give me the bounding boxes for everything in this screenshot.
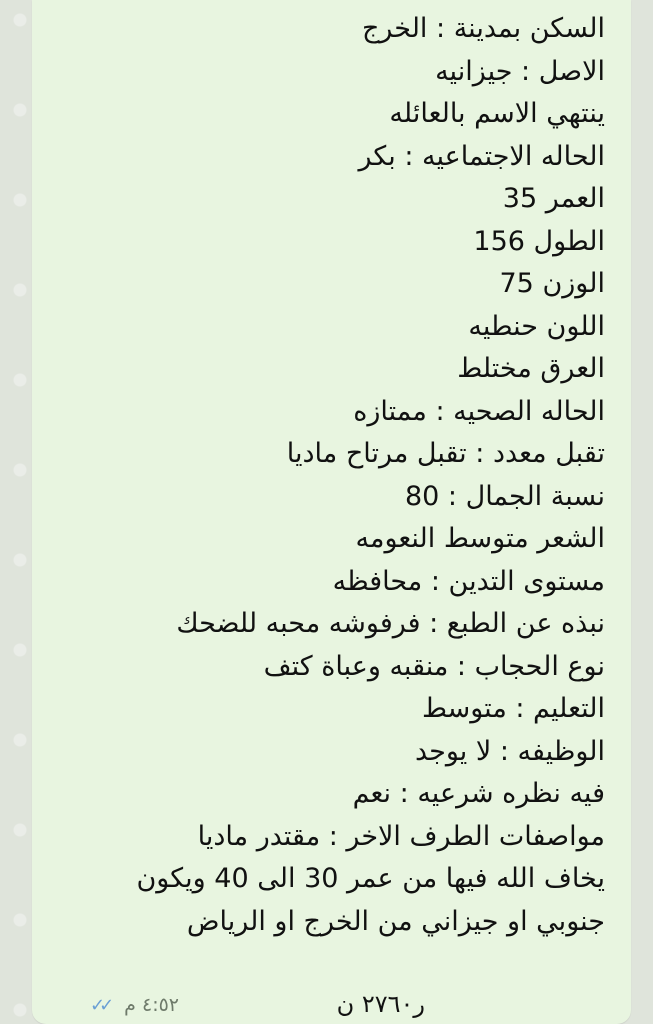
message-meta (90, 994, 179, 1016)
message-line: الوزن 75 (499, 268, 605, 299)
message-line: الشعر متوسط النعومه (355, 523, 605, 554)
message-signature: ر٢٧٦٠ ن (336, 990, 425, 1018)
message-line: السكن بمدينة : الخرج (361, 13, 605, 44)
message-text (45, 8, 605, 943)
message-line: الحاله الاجتماعيه : بكر (358, 140, 605, 172)
message-line: ينتهي الاسم بالعائله (389, 98, 605, 129)
message-line: تقبل معدد : تقبل مرتاح ماديا (286, 438, 605, 469)
message-line: يخاف الله فيها من عمر 30 الى 40 ويكون (136, 863, 605, 894)
message-bubble[interactable] (32, 0, 631, 1024)
message-time: ٤:٥٢ م (124, 994, 180, 1016)
message-line: اللون حنطيه (468, 310, 605, 342)
message-line: نبذه عن الطبع : فرفوشه محبه للضحك (176, 608, 605, 639)
message-line: نوع الحجاب : منقبه وعباة كتف (263, 650, 605, 682)
message-line: العمر 35 (502, 183, 605, 214)
message-line: الحاله الصحيه : ممتازه (353, 395, 605, 427)
message-line: مستوى التدين : محافظه (332, 565, 605, 597)
message-line: فيه نظره شرعيه : نعم (352, 778, 605, 809)
message-line: الطول 156 (473, 225, 605, 257)
message-line: نسبة الجمال : 80 (404, 480, 605, 512)
message-line: مواصفات الطرف الاخر : مقتدر ماديا (197, 820, 605, 852)
double-check-icon: ✓✓ (90, 994, 109, 1016)
message-line: الوظيفه : لا يوجد (414, 735, 605, 767)
message-line: التعليم : متوسط (421, 693, 605, 724)
message-line: الاصل : جيزانيه (435, 55, 605, 87)
message-line: جنوبي او جيزاني من الخرج او الرياض (186, 905, 605, 937)
message-line: العرق مختلط (457, 353, 605, 384)
